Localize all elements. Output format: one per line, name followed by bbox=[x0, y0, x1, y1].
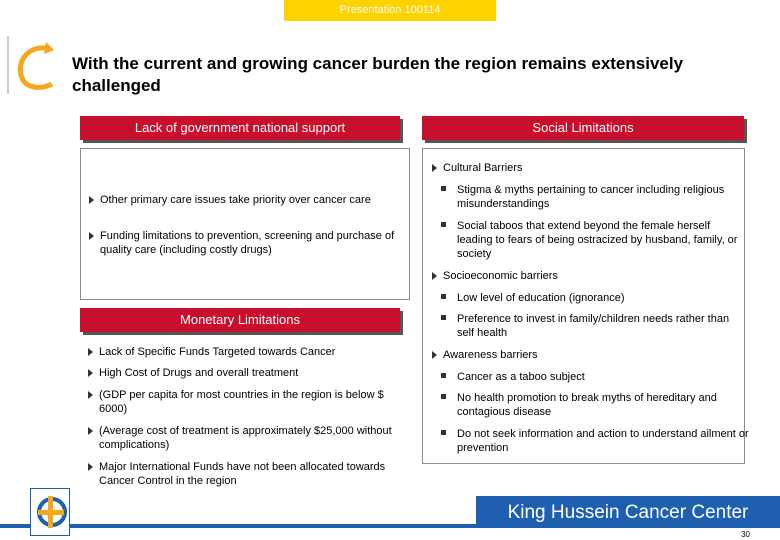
presentation-tag: Presentation 100114 bbox=[284, 0, 496, 21]
list-item: Major International Funds have not been allocated towards Cancer Control in the region bbox=[88, 460, 409, 488]
list-item: No health promotion to break myths of hereditary and contagious disease bbox=[441, 391, 752, 419]
triangle-bullet-icon bbox=[432, 164, 437, 172]
triangle-bullet-icon bbox=[432, 272, 437, 280]
list-item: Cancer as a taboo subject bbox=[441, 370, 752, 384]
square-bullet-icon bbox=[441, 315, 446, 320]
square-bullet-icon bbox=[441, 394, 446, 399]
list-item: Other primary care issues take priority over cancer care bbox=[89, 193, 410, 207]
list-item: Stigma & myths pertaining to cancer including religious misunderstandings bbox=[441, 183, 752, 211]
square-bullet-icon bbox=[441, 430, 446, 435]
group-label-awareness: Awareness barriers bbox=[432, 348, 743, 362]
square-bullet-icon bbox=[441, 373, 446, 378]
square-bullet-icon bbox=[441, 186, 446, 191]
footer-divider bbox=[0, 524, 476, 528]
gov-support-panel bbox=[80, 148, 410, 300]
group-label-cultural: Cultural Barriers bbox=[432, 161, 743, 175]
org-name: King Hussein Cancer Center bbox=[507, 502, 749, 523]
monetary-limitations-header: Monetary Limitations bbox=[80, 308, 400, 332]
triangle-bullet-icon bbox=[89, 196, 94, 204]
triangle-bullet-icon bbox=[432, 351, 437, 359]
triangle-bullet-icon bbox=[88, 391, 93, 399]
list-item: Low level of education (ignorance) bbox=[441, 291, 752, 305]
list-item: High Cost of Drugs and overall treatment bbox=[88, 366, 409, 380]
social-limitations-header: Social Limitations bbox=[422, 116, 744, 140]
list-item: Do not seek information and action to understand ailment or prevention bbox=[441, 427, 757, 455]
square-bullet-icon bbox=[441, 294, 446, 299]
slide-title: With the current and growing cancer burden the region remains extensively challenged bbox=[72, 54, 684, 95]
gov-support-header: Lack of government national support bbox=[80, 116, 400, 140]
triangle-bullet-icon bbox=[88, 348, 93, 356]
list-item: Lack of Specific Funds Targeted towards Cancer bbox=[88, 345, 409, 359]
list-item: Social taboos that extend beyond the female herself leading to fears of being ostracized by husband, family, or society bbox=[441, 219, 747, 261]
list-item: (GDP per capita for most countries in the region is below $ 6000) bbox=[88, 388, 409, 416]
page-number: 30 bbox=[741, 530, 750, 539]
triangle-bullet-icon bbox=[88, 463, 93, 471]
arc-logo-icon bbox=[6, 34, 66, 96]
triangle-bullet-icon bbox=[89, 232, 94, 240]
triangle-bullet-icon bbox=[88, 427, 93, 435]
list-item: (Average cost of treatment is approximately $25,000 without complications) bbox=[88, 424, 415, 452]
triangle-bullet-icon bbox=[88, 369, 93, 377]
square-bullet-icon bbox=[441, 222, 446, 227]
group-label-socioeconomic: Socioeconomic barriers bbox=[432, 269, 743, 283]
khcc-logo-icon bbox=[30, 488, 70, 536]
list-item: Preference to invest in family/children needs rather than self health bbox=[441, 312, 747, 340]
list-item: Funding limitations to prevention, screening and purchase of quality care (including costly drugs) bbox=[89, 229, 400, 257]
